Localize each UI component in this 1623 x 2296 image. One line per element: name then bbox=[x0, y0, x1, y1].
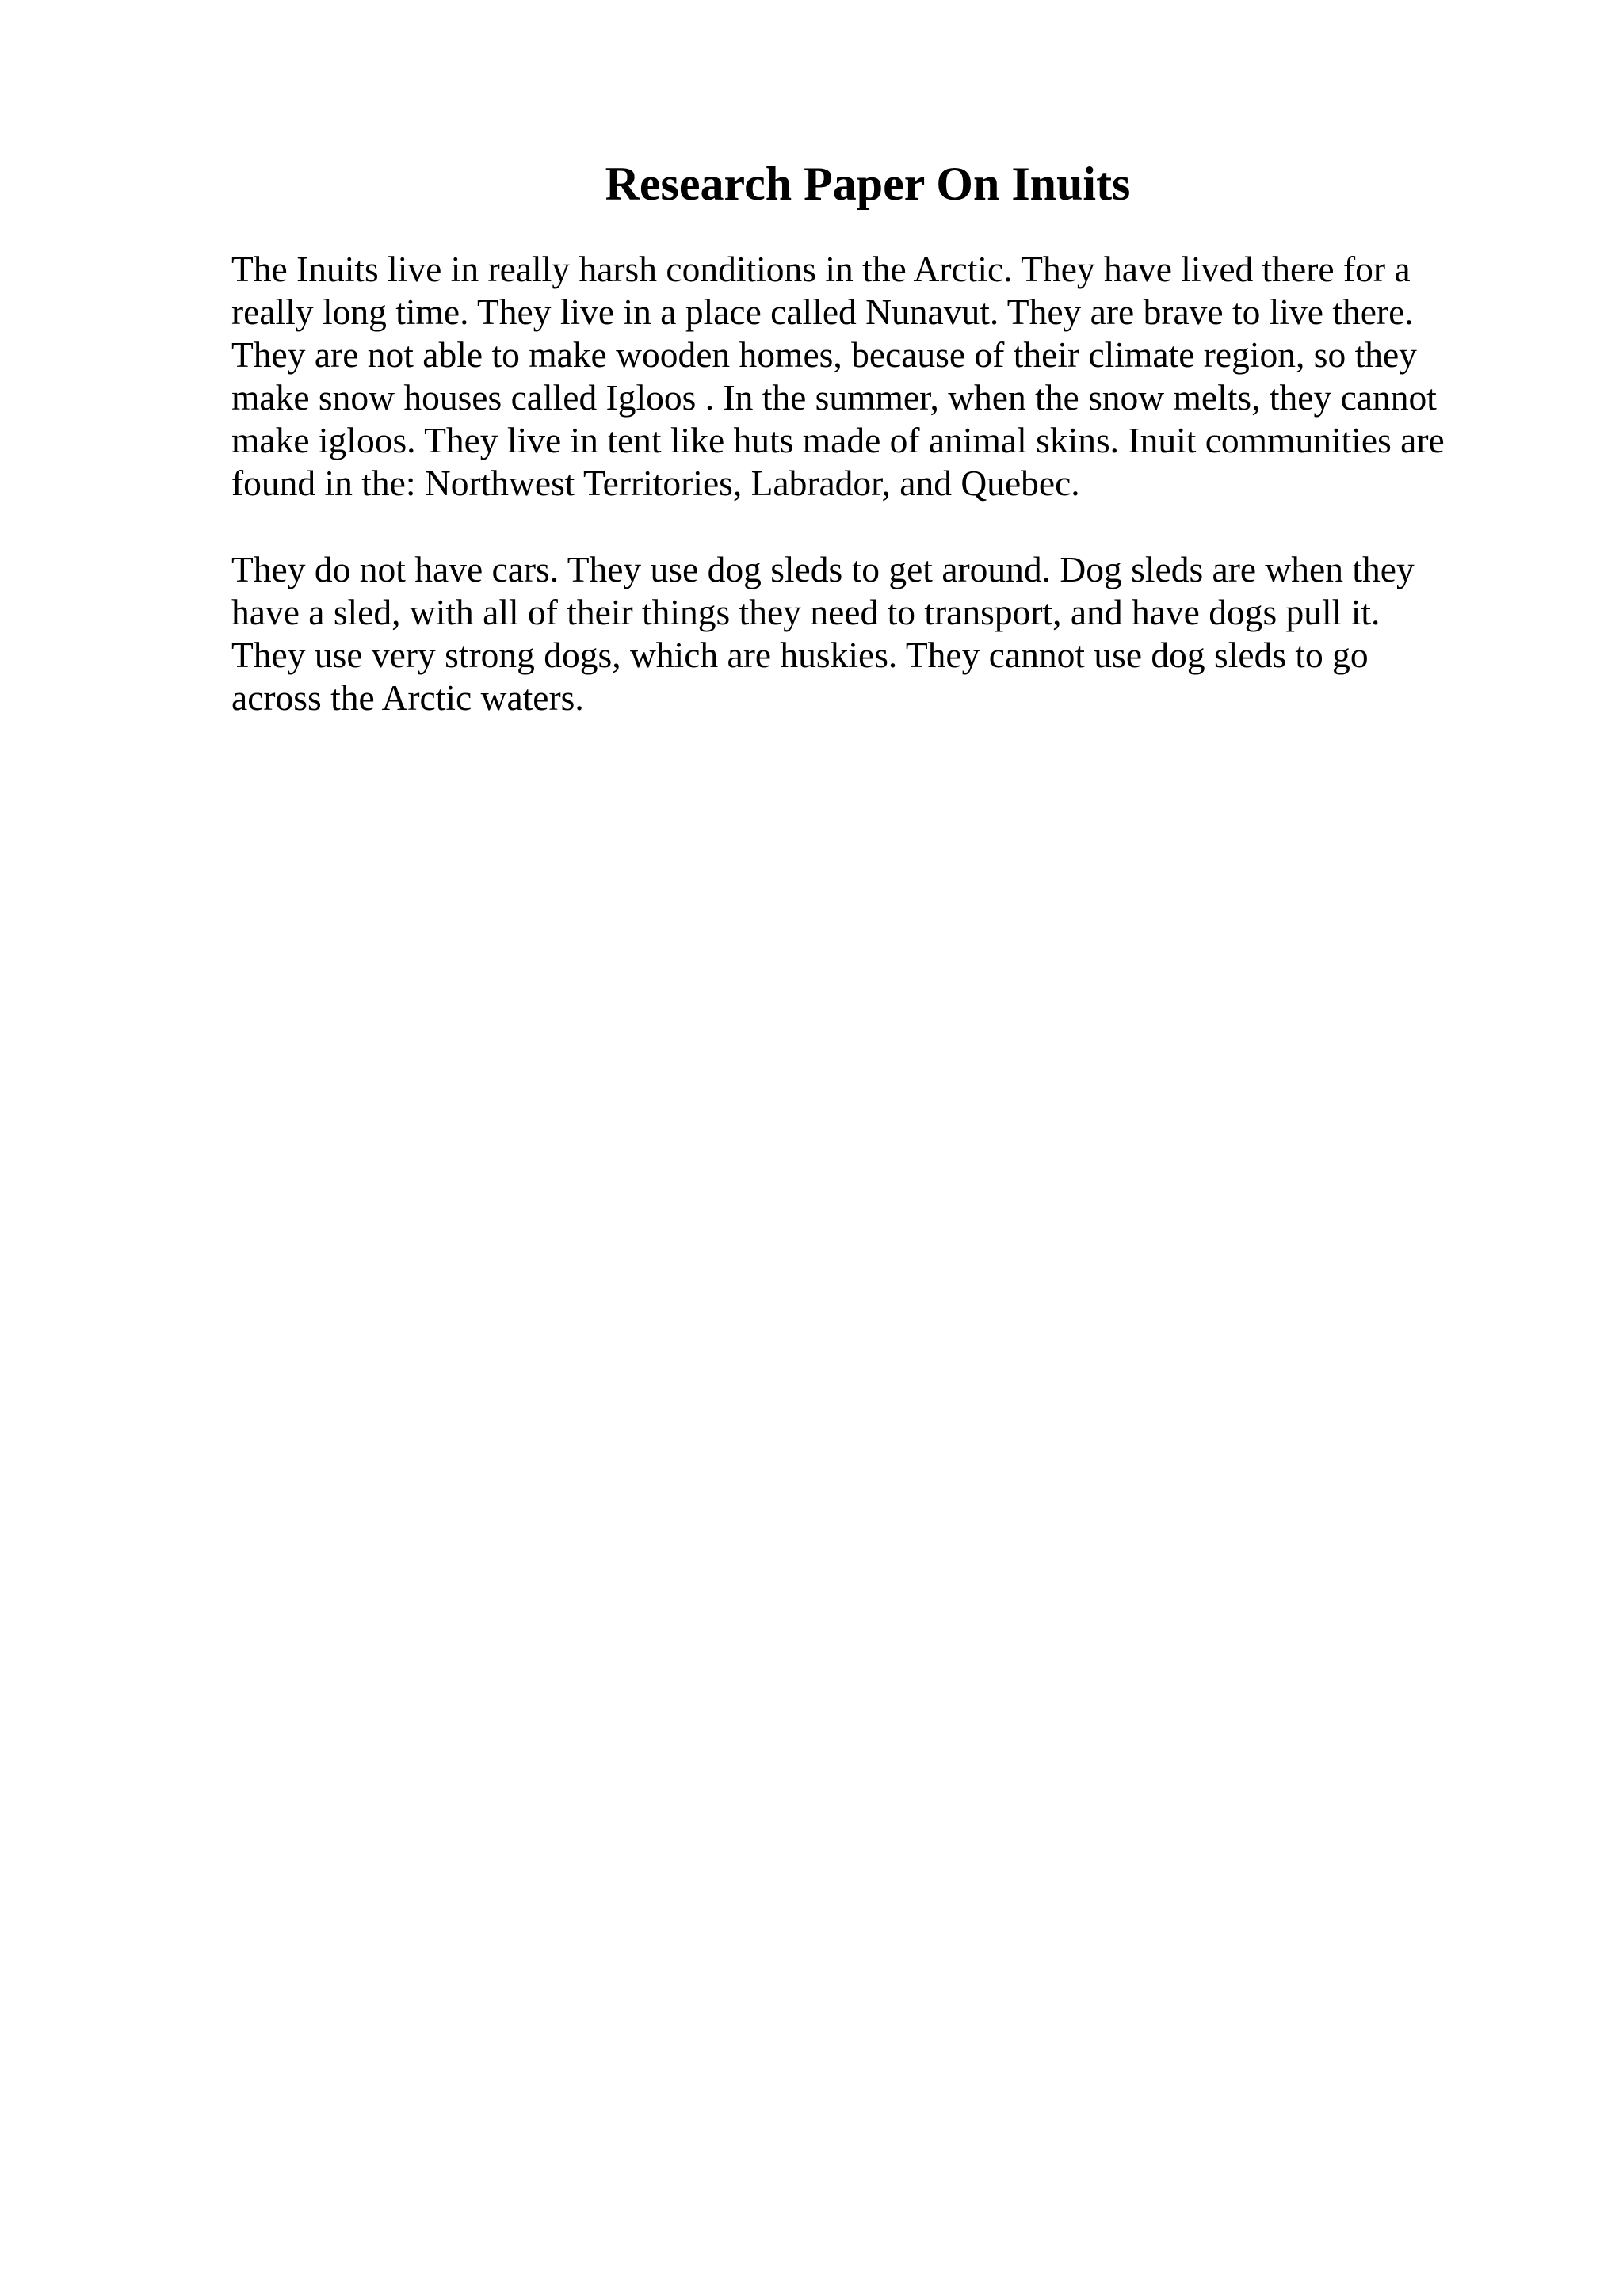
paragraph-line: They use very strong dogs, which are huskies. They cannot use dog sleds to go bbox=[231, 635, 1369, 675]
paragraph-line: really long time. They live in a place called Nunavut. They are brave to live there. bbox=[231, 292, 1414, 332]
paragraph-line: found in the: Northwest Territories, Labrador, and Quebec. bbox=[231, 463, 1080, 503]
paragraph-1 bbox=[231, 248, 1515, 505]
paragraph-2 bbox=[231, 548, 1515, 719]
paragraph-line: have a sled, with all of their things they need to transport, and have dogs pull it. bbox=[231, 592, 1381, 632]
paragraph-line: The Inuits live in really harsh conditions in the Arctic. They have lived there for a bbox=[231, 249, 1411, 289]
paragraph-line: make igloos. They live in tent like huts made of animal skins. Inuit communities are bbox=[231, 420, 1445, 460]
paragraph-line: They are not able to make wooden homes, because of their climate region, so they bbox=[231, 334, 1417, 375]
paragraph-line: make snow houses called Igloos . In the summer, when the snow melts, they cannot bbox=[231, 377, 1437, 418]
paragraph-line: They do not have cars. They use dog sleds to get around. Dog sleds are when they bbox=[231, 549, 1415, 589]
page-title: Research Paper On Inuits bbox=[605, 158, 1131, 210]
paragraph-line: across the Arctic waters. bbox=[231, 677, 584, 718]
